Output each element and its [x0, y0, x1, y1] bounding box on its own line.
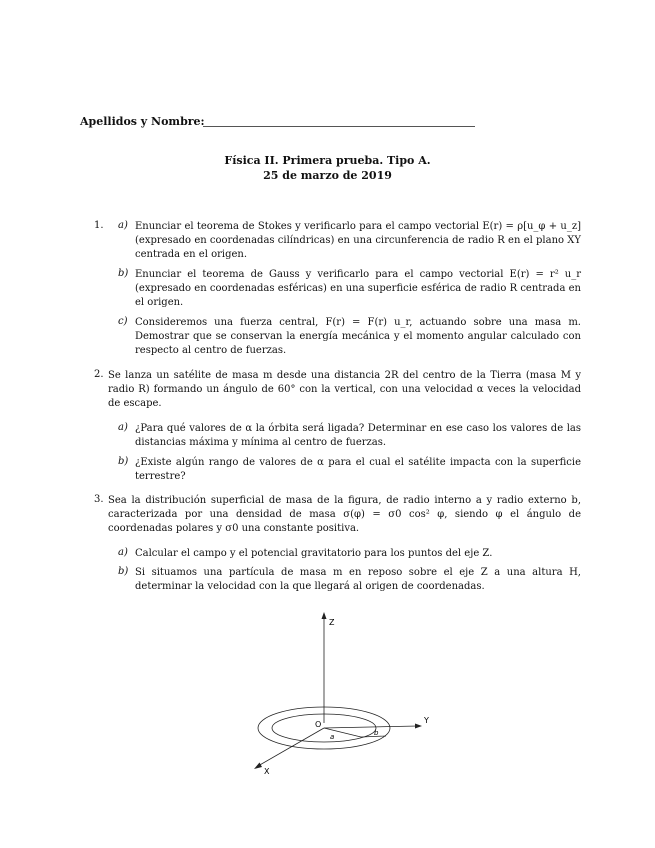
origin-label: O — [315, 720, 322, 729]
x-axis — [258, 728, 324, 766]
q2-b-text: ¿Existe algún rango de valores de α para el cual el satélite impacta con la superficie terrestre? — [135, 457, 581, 483]
q1-a-label: a) — [118, 220, 128, 231]
q1-c-text: Consideremos una fuerza central, F(r) = F(r) u_r, actuando sobre una masa m. Demostrar que se conservan la energía mecánica y el momento angular calculado con respecto al centro de fuerzas. — [135, 317, 581, 357]
q3-number: 3. — [94, 494, 104, 505]
q1-number: 1. — [94, 220, 104, 231]
y-axis — [324, 726, 418, 728]
q1-c-label: c) — [118, 316, 128, 327]
q1-b-label: b) — [118, 268, 129, 279]
x-axis-label: X — [264, 767, 270, 776]
exam-title: Física II. Primera prueba. Tipo A. — [224, 154, 431, 167]
q1-b-text: Enunciar el teorema de Gauss y verificarlo para el campo vectorial E(r) = r² u_r (expresado en coordenadas esféricas) en una superficie esférica de radio R centrada en el origen. — [135, 269, 581, 309]
z-arrow-icon — [322, 612, 327, 619]
radius-a-label: a — [330, 733, 335, 741]
q3-text: Sea la distribución superficial de masa de la figura, de radio interno a y radio externo b, caracterizada por una densidad de masa σ(φ) = σ0 cos² φ, siendo φ el ángulo de coordenadas polares y σ0 una constante positiva. — [108, 495, 581, 535]
q2-a-label: a) — [118, 422, 128, 433]
y-arrow-icon — [415, 724, 422, 729]
q2-a-text: ¿Para qué valores de α la órbita será ligada? Determinar en ese caso los valores de las distancias máxima y mínima al centro de fuerzas. — [135, 423, 581, 449]
q2-b-label: b) — [118, 456, 129, 467]
x-arrow-icon — [254, 763, 262, 770]
ring-figure — [240, 608, 440, 788]
q3-b-text: Si situamos una partícula de masa m en reposo sobre el eje Z a una altura H, determinar la velocidad con la que llegará al origen de coordenadas. — [135, 567, 581, 593]
y-axis-label: Y — [424, 716, 429, 725]
radius-b-label: b — [374, 729, 379, 737]
q2-text: Se lanza un satélite de masa m desde una distancia 2R del centro de la Tierra (masa M y radio R) formando un ángulo de 60° con la vertical, con una velocidad α veces la velocidad de escape. — [108, 370, 581, 410]
z-axis-label: Z — [329, 618, 335, 627]
q3-a-label: a) — [118, 547, 128, 558]
q2-number: 2. — [94, 369, 104, 380]
name-underline — [203, 126, 475, 127]
q1-a-text: Enunciar el teorema de Stokes y verificarlo para el campo vectorial E(r) = ρ[u_φ + u_z] (expresado en coordenadas cilíndricas) en una circunferencia de radio R en el plano XY centrada en el origen. — [135, 221, 581, 261]
name-label: Apellidos y Nombre: — [80, 115, 205, 128]
exam-date: 25 de marzo de 2019 — [263, 169, 392, 182]
q3-a-text: Calcular el campo y el potencial gravitatorio para los puntos del eje Z. — [135, 548, 493, 559]
q3-b-label: b) — [118, 566, 129, 577]
